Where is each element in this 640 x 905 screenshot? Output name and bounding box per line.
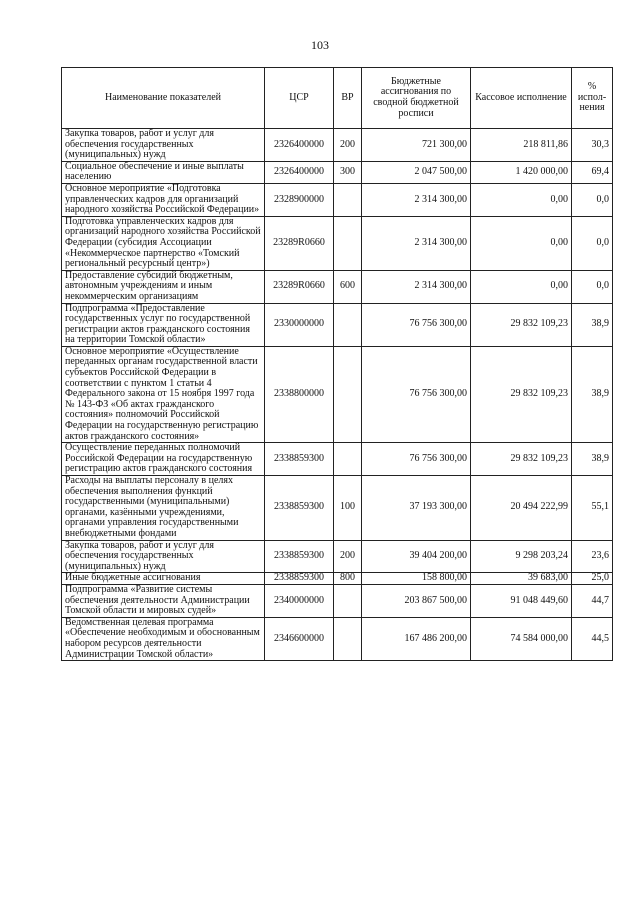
table-row — [62, 573, 613, 585]
row-csr: 2338859300 — [265, 443, 334, 476]
row-budget: 76 756 300,00 — [362, 346, 471, 442]
row-vr — [334, 303, 362, 346]
row-pct: 30,3 — [572, 129, 613, 162]
row-budget: 158 800,00 — [362, 573, 471, 585]
table-row — [62, 270, 613, 303]
row-csr: 2338859300 — [265, 540, 334, 573]
row-vr — [334, 584, 362, 617]
row-budget: 76 756 300,00 — [362, 303, 471, 346]
row-vr: 100 — [334, 476, 362, 541]
row-csr: 2326400000 — [265, 129, 334, 162]
row-budget: 203 867 500,00 — [362, 584, 471, 617]
row-pct: 38,9 — [572, 346, 613, 442]
row-cash: 39 683,00 — [471, 573, 572, 585]
row-vr: 300 — [334, 161, 362, 183]
table-row — [62, 540, 613, 573]
header-pct: % испол-нения — [572, 68, 613, 129]
row-csr: 2326400000 — [265, 161, 334, 183]
table-header-row — [62, 68, 613, 129]
row-cash: 29 832 109,23 — [471, 346, 572, 442]
row-pct: 0,0 — [572, 216, 613, 270]
row-budget: 2 314 300,00 — [362, 183, 471, 216]
row-pct: 25,0 — [572, 573, 613, 585]
header-name: Наименование показателей — [62, 68, 265, 129]
page-number: 103 — [311, 38, 329, 52]
row-name: Подпрограмма «Развитие системы обеспечения деятельности Администрации Томской области и мировых судей» — [62, 584, 265, 617]
row-budget: 76 756 300,00 — [362, 443, 471, 476]
row-vr — [334, 216, 362, 270]
row-budget: 37 193 300,00 — [362, 476, 471, 541]
table-row — [62, 476, 613, 541]
row-name: Социальное обеспечение и иные выплаты населению — [62, 161, 265, 183]
row-budget: 2 314 300,00 — [362, 270, 471, 303]
row-csr: 2330000000 — [265, 303, 334, 346]
row-cash: 74 584 000,00 — [471, 617, 572, 660]
row-pct: 44,5 — [572, 617, 613, 660]
row-budget: 721 300,00 — [362, 129, 471, 162]
row-name: Предоставление субсидий бюджетным, автономным учреждениям и иным некоммерческим организациям — [62, 270, 265, 303]
row-name: Закупка товаров, работ и услуг для обеспечения государственных (муниципальных) нужд — [62, 540, 265, 573]
row-name: Подготовка управленческих кадров для организаций народного хозяйства Российской Федерации (субсидия Ассоциации «Некоммерческое партнерство «Томский региональный ресурсный центр») — [62, 216, 265, 270]
table-row — [62, 161, 613, 183]
row-cash: 91 048 449,60 — [471, 584, 572, 617]
row-budget: 2 047 500,00 — [362, 161, 471, 183]
row-csr: 2338859300 — [265, 573, 334, 585]
table-row — [62, 443, 613, 476]
row-pct: 55,1 — [572, 476, 613, 541]
row-pct: 0,0 — [572, 270, 613, 303]
row-csr: 2338859300 — [265, 476, 334, 541]
row-budget: 2 314 300,00 — [362, 216, 471, 270]
row-pct: 69,4 — [572, 161, 613, 183]
budget-execution-table — [61, 67, 613, 661]
row-cash: 0,00 — [471, 183, 572, 216]
row-name: Закупка товаров, работ и услуг для обеспечения государственных (муниципальных) нужд — [62, 129, 265, 162]
row-name: Основное мероприятие «Подготовка управленческих кадров для организаций народного хозяйства Российской Федерации» — [62, 183, 265, 216]
table-row — [62, 617, 613, 660]
table-row — [62, 346, 613, 442]
row-vr: 200 — [334, 540, 362, 573]
row-pct: 44,7 — [572, 584, 613, 617]
row-pct: 0,0 — [572, 183, 613, 216]
row-name: Ведомственная целевая программа «Обеспечение необходимым и обоснованным набором ресурсов деятельности Администрации Томской области» — [62, 617, 265, 660]
row-name: Осуществление переданных полномочий Российской Федерации на государственную регистрацию актов гражданского состояния — [62, 443, 265, 476]
table-row — [62, 584, 613, 617]
table-row — [62, 216, 613, 270]
row-csr: 2340000000 — [265, 584, 334, 617]
row-vr — [334, 183, 362, 216]
table-row — [62, 129, 613, 162]
row-cash: 0,00 — [471, 270, 572, 303]
row-cash: 1 420 000,00 — [471, 161, 572, 183]
row-pct: 38,9 — [572, 303, 613, 346]
header-cash: Кассовое исполнение — [471, 68, 572, 129]
header-csr: ЦСР — [265, 68, 334, 129]
row-name: Основное мероприятие «Осуществление переданных органам государственной власти субъектов Российской Федерации в соответствии с пунктом 1 статьи 4 Федерального закона от 15 ноября 1997 года № 143-ФЗ «Об актах гражданского состояния» полномочий Российской Федерации на государственную регистрацию актов гражданского состояния» — [62, 346, 265, 442]
row-cash: 218 811,86 — [471, 129, 572, 162]
row-pct: 23,6 — [572, 540, 613, 573]
row-vr — [334, 617, 362, 660]
row-cash: 20 494 222,99 — [471, 476, 572, 541]
header-vr: ВР — [334, 68, 362, 129]
row-pct: 38,9 — [572, 443, 613, 476]
row-vr — [334, 346, 362, 442]
row-csr: 23289R0660 — [265, 216, 334, 270]
row-vr: 600 — [334, 270, 362, 303]
row-cash: 29 832 109,23 — [471, 443, 572, 476]
row-budget: 167 486 200,00 — [362, 617, 471, 660]
row-name: Расходы на выплаты персоналу в целях обеспечения выполнения функций государственными (муниципальными) органами, казёнными учреждениями, органами управления государственными внебюджетными фондами — [62, 476, 265, 541]
row-name: Иные бюджетные ассигнования — [62, 573, 265, 585]
row-cash: 29 832 109,23 — [471, 303, 572, 346]
row-csr: 23289R0660 — [265, 270, 334, 303]
row-csr: 2328900000 — [265, 183, 334, 216]
row-vr: 200 — [334, 129, 362, 162]
row-vr — [334, 443, 362, 476]
table-row — [62, 303, 613, 346]
row-budget: 39 404 200,00 — [362, 540, 471, 573]
table-row — [62, 183, 613, 216]
row-csr: 2338800000 — [265, 346, 334, 442]
row-name: Подпрограмма «Предоставление государственных услуг по государственной регистрации актов гражданского состояния на территории Томской области» — [62, 303, 265, 346]
row-cash: 9 298 203,24 — [471, 540, 572, 573]
row-cash: 0,00 — [471, 216, 572, 270]
row-vr: 800 — [334, 573, 362, 585]
row-csr: 2346600000 — [265, 617, 334, 660]
header-budget: Бюджетные ассигнования по сводной бюджетной росписи — [362, 68, 471, 129]
